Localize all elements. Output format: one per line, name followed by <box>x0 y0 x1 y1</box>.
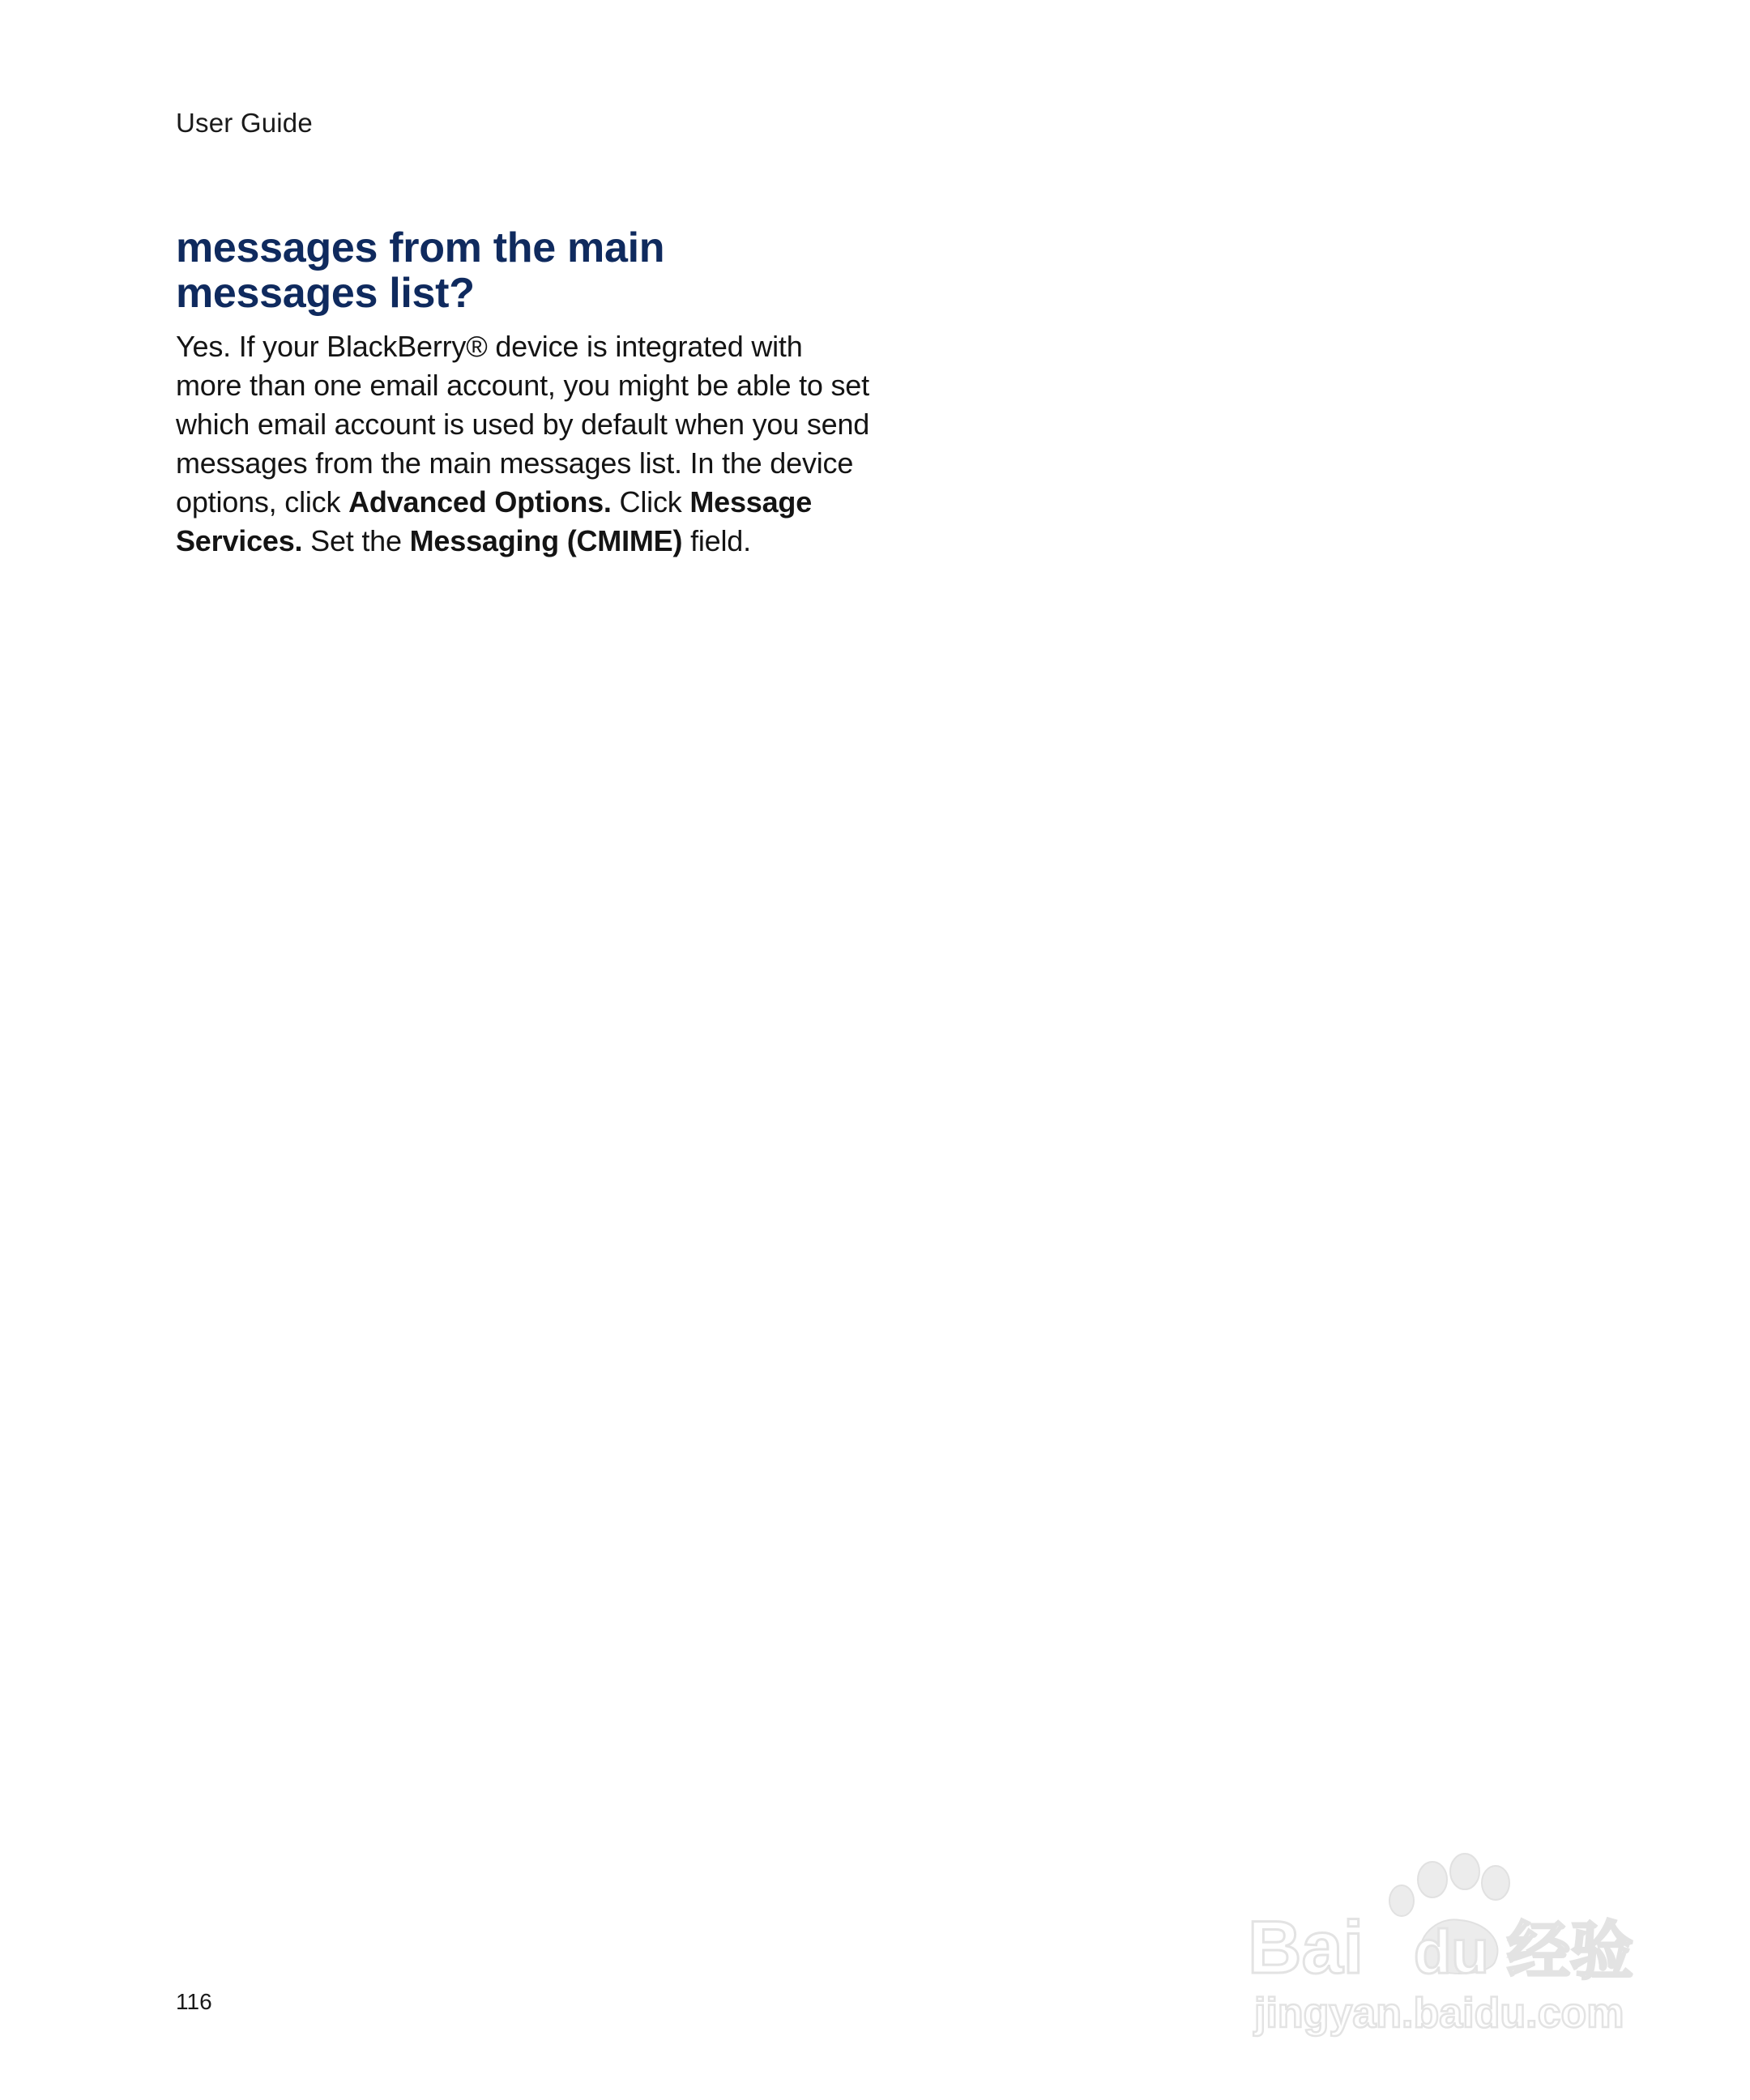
body-text-part: Yes. If your BlackBerry® device is integrated with more than one email account, you might be able to set which email account is used by default when you send messages from the main messages list. In the device options, click <box>176 330 870 519</box>
watermark-chinese-text: 经验 <box>1507 1915 1634 1988</box>
section-heading: messages from the main messages list? <box>176 224 665 317</box>
running-header: User Guide <box>176 108 313 138</box>
watermark-url-text: jingyan.baidu.com <box>1254 1990 1624 2037</box>
section-body <box>176 327 873 561</box>
body-text-part: Click <box>611 485 690 519</box>
body-text-part: field. <box>682 524 751 557</box>
page-number: 116 <box>176 1989 212 2014</box>
message-services-label: Message Services. <box>176 485 813 557</box>
document-section <box>176 225 873 561</box>
messaging-cmime-field-label: Messaging (CMIME) <box>409 524 683 557</box>
advanced-options-label: Advanced Options. <box>348 485 612 519</box>
baidu-jingyan-watermark <box>1248 1847 1669 2042</box>
watermark-brand-suffix: du <box>1414 1918 1489 1987</box>
body-text-part: Set the <box>302 524 410 557</box>
watermark-brand-text: Bai <box>1248 1906 1364 1989</box>
watermark-graphic <box>1248 1847 1669 2042</box>
